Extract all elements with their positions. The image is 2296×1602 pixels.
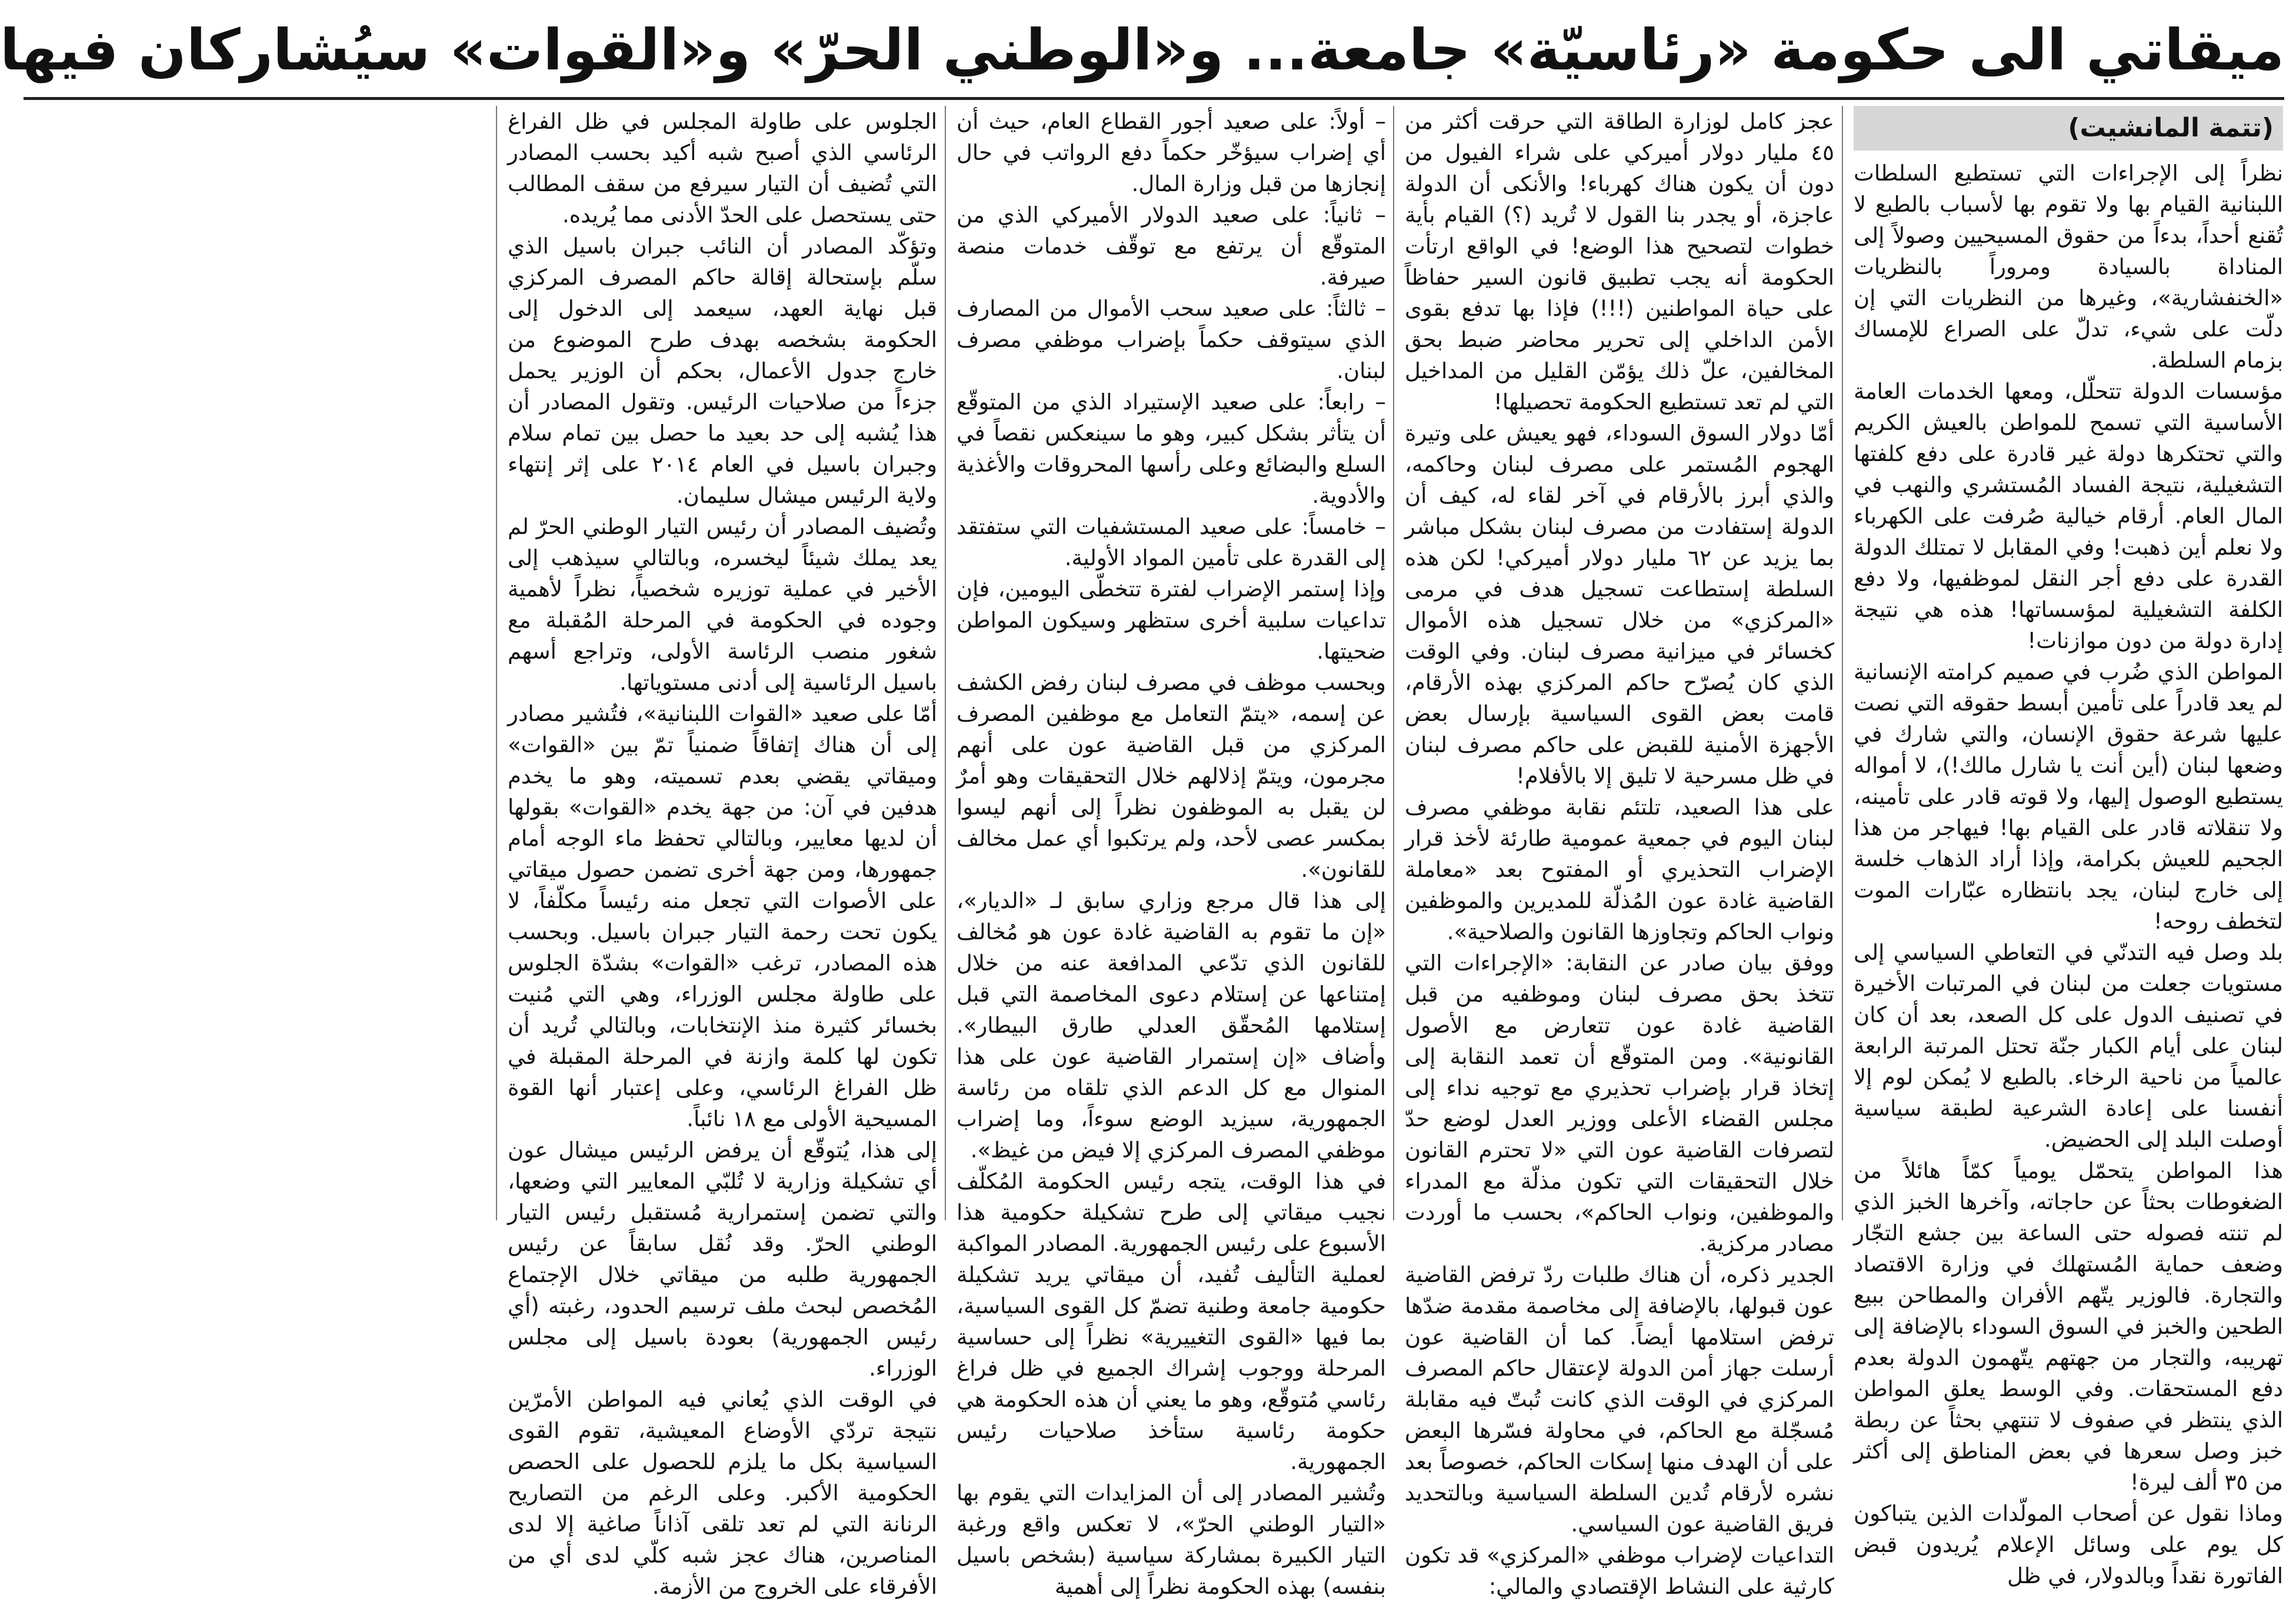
- headline-divider: [24, 97, 2284, 100]
- article-column-2: [1405, 106, 1835, 1599]
- paragraph: – خامساً: على صعيد المستشفيات التي ستفتقد إلى القدرة على تأمين المواد الأولية.: [957, 514, 1386, 570]
- column-divider: [1842, 106, 1843, 1220]
- article-column-3: [957, 106, 1386, 1599]
- paragraph: مؤسسات الدولة تتحلّل، ومعها الخدمات العامة الأساسية التي تسمح للمواطن بالعيش الكريم والتي تحتكرها دولة غير قادرة على دفع كلفتها التشغيلية، نتيجة الفساد المُستشري والنهب في المال العام. أرقام خيالية صُرفت على الكهرباء ولا نعلم أين ذهبت! وفي المقابل لا تمتلك الدولة القدرة على دفع أجر النقل لموظفيها، ولا دفع الكلفة التشغيلية لمؤسساتها! هذه هي نتيجة إدارة دولة من دون موازنات!: [1854, 379, 2283, 653]
- paragraph: وتُشير المصادر إلى أن المزايدات التي يقوم بها «التيار الوطني الحرّ»، لا تعكس واقع ورغبة التيار الكبيرة بمشاركة سياسية (بشخص باسيل بنفسه) بهذه الحكومة نظراً إلى أهمية: [957, 1480, 1386, 1599]
- paragraph: – رابعاً: على صعيد الإستيراد الذي من المتوقّع أن يتأثر بشكل كبير، وهو ما سينعكس نقصاً في السلع والبضائع وعلى رأسها المحروقات والأغذية والأدوية.: [957, 389, 1386, 508]
- paragraph: في الوقت الذي يُعاني فيه المواطن الأمرّين نتيجة تردّي الأوضاع المعيشية، تقوم القوى السياسية بكل ما يلزم للحصول على الحصص الحكومية الأكبر. وعلى الرغم من التصاريح الرنانة التي لم تعد تلقى آذاناً صاغية إلا لدى المناصرين، هناك عجز شبه كلّي لدى أي من الأفرقاء على الخروج من الأزمة.: [508, 1387, 937, 1599]
- article-column-4: [508, 106, 937, 1599]
- paragraph: وتُضيف المصادر أن رئيس التيار الوطني الحرّ لم يعد يملك شيئاً ليخسره، وبالتالي سيذهب إلى الأخير في عملية توزيره شخصياً، نظراً لأهمية وجوده في الحكومة في المرحلة المُقبلة مع شغور منصب الرئاسة الأولى، وتراجع أسهم باسيل الرئاسية إلى أدنى مستوياتها.: [508, 514, 937, 695]
- paragraph: – ثالثاً: على صعيد سحب الأموال من المصارف الذي سيتوقف حكماً بإضراب موظفي مصرف لبنان.: [957, 296, 1386, 383]
- column-divider: [945, 106, 946, 1220]
- paragraph: أمّا دولار السوق السوداء، فهو يعيش على وتيرة الهجوم المُستمر على مصرف لبنان وحاكمه، والذي أبرز بالأرقام في آخر لقاء له، كيف أن الدولة إستفادت من مصرف لبنان بشكل مباشر بما يزيد عن ٦٢ مليار دولار أميركي! لكن هذه السلطة إستطاعت تسجيل هدف في مرمى «المركزي» من خلال تسجيل هذه الأموال كخسائر في ميزانية مصرف لبنان. وفي الوقت الذي كان يُصرّح حاكم المركزي بهذه الأرقام، قامت بعض القوى السياسية بإرسال بعض الأجهزة الأمنية للقبض على حاكم مصرف لبنان في ظل مسرحية لا تليق إلا بالأفلام!: [1405, 420, 1835, 789]
- paragraph: وماذا نقول عن أصحاب المولّدات الذين يتباكون كل يوم على وسائل الإعلام يُريدون قبض الفاتورة نقداً وبالدولار، في ظل: [1854, 1501, 2283, 1588]
- paragraph: وإذا إستمر الإضراب لفترة تتخطّى اليومين، فإن تداعيات سلبية أخرى ستظهر وسيكون المواطن ضحيتها.: [957, 576, 1386, 664]
- paragraph: ووفق بيان صادر عن النقابة: «الإجراءات التي تتخذ بحق مصرف لبنان وموظفيه من قبل القاضية غادة عون تتعارض مع الأصول القانونية». ومن المتوقّع أن تعمد النقابة إلى إتخاذ قرار بإضراب تحذيري مع توجيه نداء إلى مجلس القضاء الأعلى ووزير العدل لوضع حدّ لتصرفات القاضية عون التي «لا تحترم القانون خلال التحقيقات التي تكون مذلّة مع المدراء والموظفين، ونواب الحاكم»، بحسب ما أوردت مصادر مركزية.: [1405, 950, 1834, 1256]
- paragraph: إلى هذا قال مرجع وزاري سابق لـ «الديار»، «إن ما تقوم به القاضية غادة عون هو مُخالف للقانون الذي تدّعي المدافعة عنه من خلال إمتناعها عن إستلام دعوى المخاصمة التي قبل إستلامها المُحقّق العدلي طارق البيطار». وأضاف «إن إستمرار القاضية عون على هذا المنوال مع كل الدعم الذي تلقاه من رئاسة الجمهورية، سيزيد الوضع سوءاً، وما إضراب موظفي المصرف المركزي إلا فيض من غيظ».: [957, 888, 1386, 1163]
- paragraph: في هذا الوقت، يتجه رئيس الحكومة المُكلّف نجيب ميقاتي إلى طرح تشكيلة حكومية هذا الأسبوع على رئيس الجمهورية. المصادر المواكبة لعملية التأليف تُفيد، أن ميقاتي يريد تشكيلة حكومية جامعة وطنية تضمّ كل القوى السياسية، بما فيها «القوى التغييرية» نظراً إلى حساسية المرحلة ووجوب إشراك الجميع في ظل فراغ رئاسي مُتوقّع، وهو ما يعني أن هذه الحكومة هي حكومة رئاسية ستأخذ صلاحيات رئيس الجمهورية.: [957, 1169, 1386, 1474]
- column-divider: [1393, 106, 1394, 1220]
- paragraph: – ثانياً: على صعيد الدولار الأميركي الذي من المتوقّع أن يرتفع مع توقّف خدمات منصة صيرفة.: [957, 202, 1386, 290]
- paragraph: أمّا على صعيد «القوات اللبنانية»، فتُشير مصادر إلى أن هناك إتفاقاً ضمنياً تمّ بين «القوات» وميقاتي يقضي بعدم تسميته، وهو ما يخدم هدفين في آن: من جهة يخدم «القوات» بقولها أن لديها معايير، وبالتالي تحفظ ماء الوجه أمام جمهورها، ومن جهة أخرى تضمن حصول ميقاتي على الأصوات التي تجعل منه رئيساً مكلّفاً، لا يكون تحت رحمة التيار جبران باسيل. وبحسب هذه المصادر، ترغب «القوات» بشدّة الجلوس على طاولة مجلس الوزراء، وهي التي مُنيت بخسائر كثيرة منذ الإنتخابات، وبالتالي تُريد أن تكون لها كلمة وازنة في المرحلة المقبلة في ظل الفراغ الرئاسي، وعلى إعتبار أنها القوة المسيحية الأولى مع ١٨ نائباً.: [508, 701, 937, 1132]
- paragraph: – أولاً: على صعيد أجور القطاع العام، حيث أن أي إضراب سيؤخّر حكماً دفع الرواتب في حال إنجازها من قبل وزارة المال.: [957, 109, 1386, 196]
- paragraph: عجز كامل لوزارة الطاقة التي حرقت أكثر من ٤٥ مليار دولار أميركي على شراء الفيول من دون أن يكون هناك كهرباء! والأنكى أن الدولة عاجزة، أو يجدر بنا القول لا تُريد (؟) القيام بأية خطوات لتصحيح هذا الوضع! في الواقع ارتأت الحكومة أنه يجب تطبيق قانون السير حفاظاً على حياة المواطنين (!!!) فإذا بها تدفع بقوى الأمن الداخلي إلى تحرير محاضر ضبط بحق المخالفين، علّ ذلك يؤمّن القليل من المداخيل التي لم تعد تستطيع الحكومة تحصيلها!: [1405, 109, 1834, 415]
- paragraph: بلد وصل فيه التدنّي في التعاطي السياسي إلى مستويات جعلت من لبنان في المرتبات الأخيرة في تصنيف الدول على كل الصعد، بعد أن كان لبنان على أيام الكبار جنّة تحتل المرتبة الرابعة عالمياً من ناحية الرخاء. بالطبع لا يُمكن لوم إلا أنفسنا على إعادة الشرعية لطبقة سياسية أوصلت البلد إلى الحضيض.: [1854, 940, 2283, 1152]
- paragraph: الجلوس على طاولة المجلس في ظل الفراغ الرئاسي الذي أصبح شبه أكيد بحسب المصادر التي تُضيف أن التيار سيرفع من سقف المطالب حتى يستحصل على الحدّ الأدنى مما يُريده.: [508, 109, 937, 228]
- paragraph: على هذا الصعيد، تلتئم نقابة موظفي مصرف لبنان اليوم في جمعية عمومية طارئة لأخذ قرار الإضراب التحذيري أو المفتوح بعد «معاملة القاضية غادة عون المُذلّة للمديرين والموظفين ونواب الحاكم وتجاوزها القانون والصلاحية».: [1405, 795, 1834, 944]
- paragraph: التداعيات لإضراب موظفي «المركزي» قد تكون كارثية على النشاط الإقتصادي والمالي:: [1405, 1543, 1834, 1599]
- section-tag: (تتمة المانشيت): [1854, 106, 2283, 151]
- paragraph: وتؤكّد المصادر أن النائب جبران باسيل الذي سلّم بإستحالة إقالة حاكم المصرف المركزي قبل نهاية العهد، سيعمد إلى الدخول إلى الحكومة بشخصه بهدف طرح الموضوع من خارج جدول الأعمال، بحكم أن الوزير يحمل جزءاً من صلاحيات الرئيس. وتقول المصادر أن هذا يُشبه إلى حد بعيد ما حصل بين تمام سلام وجبران باسيل في العام ٢٠١٤ على إثر إنتهاء ولاية الرئيس ميشال سليمان.: [508, 233, 937, 508]
- paragraph: وبحسب موظف في مصرف لبنان رفض الكشف عن إسمه، «يتمّ التعامل مع موظفين المصرف المركزي من قبل القاضية عون على أنهم مجرمون، ويتمّ إذلالهم خلال التحقيقات وهو أمرٌ لن يقبل به الموظفون نظراً إلى أنهم ليسوا بمكسر عصى لأحد، ولم يرتكبوا أي عمل مخالف للقانون».: [957, 670, 1386, 882]
- paragraph: الجدير ذكره، أن هناك طلبات ردّ ترفض القاضية عون قبولها، بالإضافة إلى مخاصمة مقدمة ضدّها ترفض استلامها أيضاً. كما أن القاضية عون أرسلت جهاز أمن الدولة لإعتقال حاكم المصرف المركزي في الوقت الذي كانت تُبتّ فيه مقابلة مُسجّلة مع الحاكم، في محاولة فسّرها البعض على أن الهدف منها إسكات الحاكم، خصوصاً بعد نشره لأرقام تُدين السلطة السياسية وبالتحديد فريق القاضية عون السياسي.: [1405, 1262, 1834, 1537]
- column-divider: [496, 106, 497, 1220]
- paragraph: نظراً إلى الإجراءات التي تستطيع السلطات اللبنانية القيام بها ولا تقوم بها لأسباب بالطبع لا تُقنع أحداً، بدءاً من حقوق المسيحيين وصولاً إلى المناداة بالسيادة ومروراً بالنظريات «الخنفشارية»، وغيرها من النظريات التي إن دلّت على شيء، تدلّ على الصراع للإمساك بزمام السلطة.: [1854, 161, 2283, 373]
- paragraph: هذا المواطن يتحمّل يومياً كمّاً هائلاً من الضغوطات بحثاً عن حاجاته، وآخرها الخبز الذي لم تنته فصوله حتى الساعة بين جشع التجّار وضعف حماية المُستهلك في وزارة الاقتصاد والتجارة. فالوزير يتّهم الأفران والمطاحن ببيع الطحين والخبز في السوق السوداء بالإضافة إلى تهريبه، والتجار من جهتهم يتّهمون الدولة بعدم دفع المستحقات. وفي الوسط يعلق المواطن الذي ينتظر في صفوف لا تنتهي بحثاً عن ربطة خبز وصل سعرها في بعض المناطق إلى أكثر من ٣٥ ألف ليرة!: [1854, 1158, 2283, 1495]
- page-headline: ميقاتي الى حكومة «رئاسيّة» جامعة... و«الوطني الحرّ» و«القوات» سيُشاركان فيها: [0, 17, 2284, 83]
- paragraph: إلى هذا، يُتوقّع أن يرفض الرئيس ميشال عون أي تشكيلة وزارية لا تُلبّي المعايير التي وضعها، والتي تضمن إستمرارية مُستقبل رئيس التيار الوطني الحرّ. وقد نُقل سابقاً عن رئيس الجمهورية طلبه من ميقاتي خلال الإجتماع المُخصص لبحث ملف ترسيم الحدود، رغبته (أي رئيس الجمهورية) بعودة باسيل إلى مجلس الوزراء.: [508, 1137, 937, 1381]
- article-column-1: [1854, 106, 2283, 1588]
- paragraph: المواطن الذي ضُرب في صميم كرامته الإنسانية لم يعد قادراً على تأمين أبسط حقوقه التي نصت عليها شرعة حقوق الإنسان، والتي شارك في وضعها لبنان (أين أنت يا شارل مالك!)، لا أمواله يستطيع الوصول إليها، ولا قوته قادر على تأمينه، ولا تنقلاته قادر على القيام بها! فيهاجر من هذا الجحيم للعيش بكرامة، وإذا أراد الذهاب خلسة إلى خارج لبنان، يجد بانتظاره عبّارات الموت لتخطف روحه!: [1854, 659, 2283, 934]
